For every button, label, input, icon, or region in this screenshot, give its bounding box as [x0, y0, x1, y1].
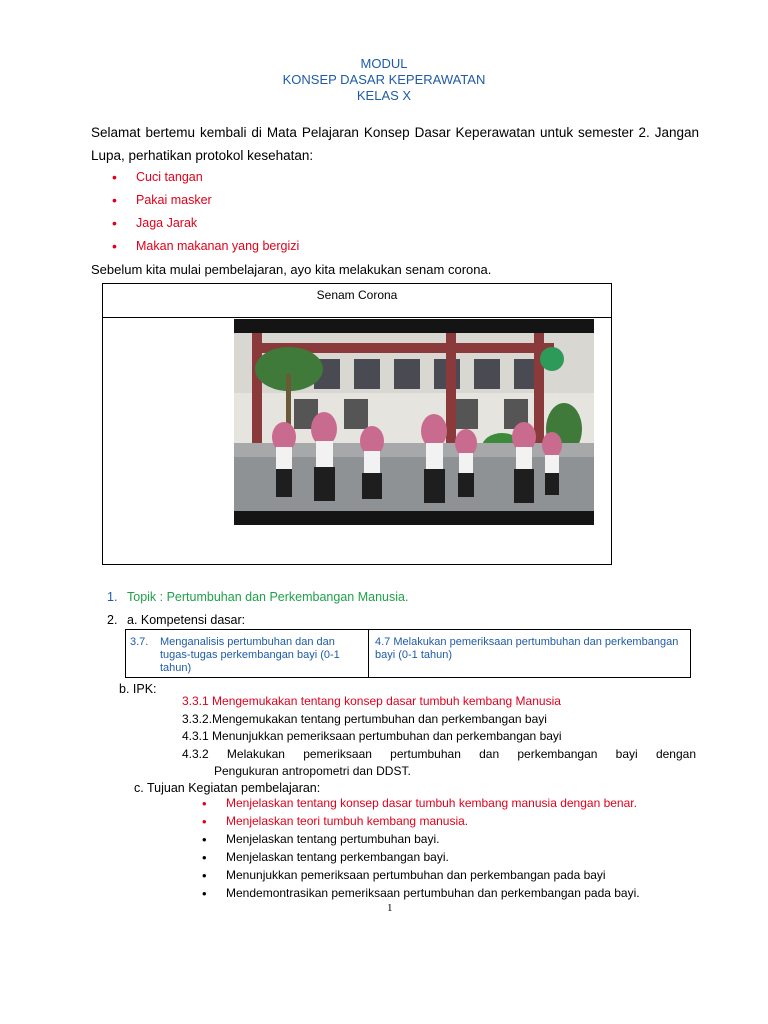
competency-number: 2. [107, 613, 118, 627]
senam-intro-text: Sebelum kita mulai pembelajaran, ayo kita melakukan senam corona. [91, 262, 492, 277]
ipk-item: 4.3.1 Menunjukkan pemeriksaan pertumbuhan dan perkembangan bayi [182, 729, 562, 743]
list-item: • Jaga Jarak [112, 214, 299, 237]
list-item: • Cuci tangan [112, 168, 299, 191]
competency-code: 3.7. [130, 636, 149, 648]
title-line-modul: MODUL [360, 56, 408, 71]
topic-heading [107, 588, 408, 606]
ipk-item: 3.3.2.Mengemukakan tentang pertumbuhan dan perkembangan bayi [182, 711, 547, 726]
health-protocol-list [112, 168, 299, 260]
ipk-item-continuation: Pengukuran antropometri dan DDST. [214, 764, 411, 778]
title-line-class: KELAS X [356, 88, 412, 103]
list-item: • Menjelaskan tentang pertumbuhan bayi. [202, 831, 640, 849]
ipk-list [182, 693, 696, 781]
intro-paragraph: Selamat bertemu kembali di Mata Pelajaran Konsep Dasar Keperawatan untuk semester 2. Jangan Lupa, perhatikan protokol kesehatan: [91, 125, 699, 163]
page-number: 1 [387, 902, 393, 914]
objectives-list [202, 795, 640, 903]
competency-cell-knowledge [126, 630, 369, 677]
list-item: • Menjelaskan teori tumbuh kembang manusia. [202, 813, 640, 831]
senam-corona-photo [234, 319, 594, 525]
list-item: • Menjelaskan tentang perkembangan bayi. [202, 849, 640, 867]
competency-knowledge-text: Menganalisis pertumbuhan dan dan tugas-tugas perkembangan bayi (0-1 tahun) [160, 636, 340, 674]
ipk-item: 4.3.2 Melakukan pemeriksaan pertumbuhan dan perkembangan bayi dengan [182, 746, 696, 761]
competency-heading [107, 611, 245, 629]
list-item: • Menunjukkan pemeriksaan pertumbuhan dan perkembangan pada bayi [202, 867, 640, 885]
competency-table [125, 629, 691, 678]
topic-number: 1. [107, 590, 118, 604]
senam-table-header: Senam Corona [103, 284, 611, 318]
senam-table [102, 283, 612, 565]
list-item: • Menjelaskan tentang konsep dasar tumbuh kembang manusia dengan benar. [202, 795, 640, 813]
list-item: • Makan makanan yang bergizi [112, 237, 299, 260]
objectives-heading: c. Tujuan Kegiatan pembelajaran: [134, 781, 321, 795]
list-item: • Mendemontrasikan pemeriksaan pertumbuhan dan perkembangan pada bayi. [202, 885, 640, 903]
competency-cell-skill: 4.7 Melakukan pemeriksaan pertumbuhan dan perkembangan bayi (0-1 tahun) [375, 636, 679, 661]
title-line-subject: KONSEP DASAR KEPERAWATAN [282, 72, 486, 87]
competency-colon: : [241, 613, 246, 627]
list-item: • Pakai masker [112, 191, 299, 214]
photo-illustration [234, 319, 594, 525]
topic-text: Topik : Pertumbuhan dan Perkembangan Manusia. [127, 590, 409, 604]
competency-label: a. Kompetensi dasar [127, 613, 242, 627]
ipk-heading: b. IPK: [119, 682, 157, 696]
module-title [0, 56, 768, 104]
ipk-item: 3.3.1 Mengemukakan tentang konsep dasar tumbuh kembang Manusia [182, 694, 561, 708]
